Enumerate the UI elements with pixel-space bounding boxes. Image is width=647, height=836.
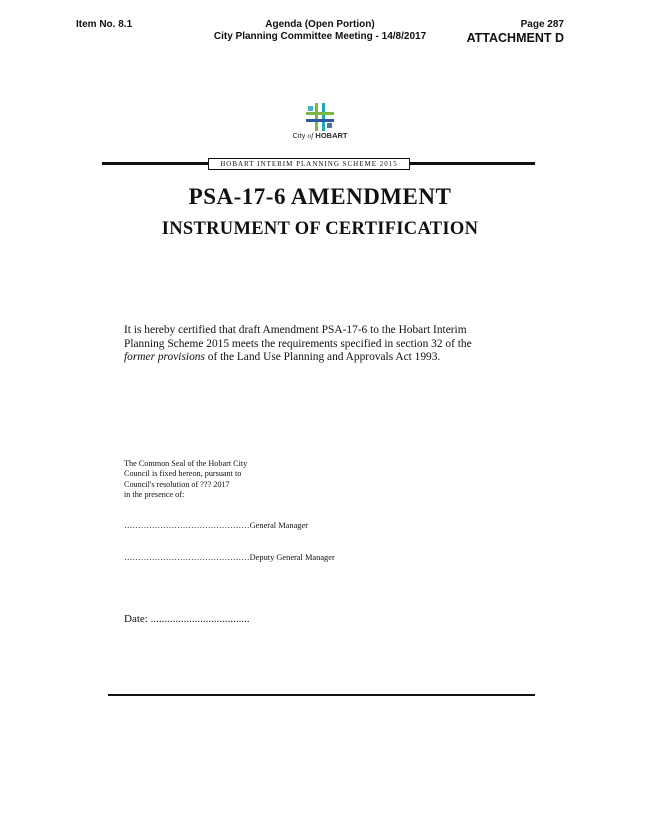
agenda-header	[170, 19, 470, 43]
signature-dots: ………………………………………	[124, 521, 250, 530]
cert-text-after: of the Land Use Planning and Approvals Act 1993.	[204, 351, 441, 363]
scheme-banner: HOBART INTERIM PLANNING SCHEME 2015	[208, 158, 410, 170]
logo-wordmark	[270, 131, 370, 140]
document-subtitle: INSTRUMENT OF CERTIFICATION	[161, 219, 479, 239]
date-label: Date:	[124, 613, 148, 625]
date-line	[124, 613, 250, 625]
item-number: Item No. 8.1	[76, 19, 133, 30]
banner-rule-left	[102, 162, 208, 165]
agenda-title: Agenda (Open Portion)	[265, 19, 375, 30]
page-number: Page 287	[520, 19, 564, 30]
signature-general-manager	[124, 521, 308, 530]
seal-line-3: Council's resolution of ??? 2017	[124, 479, 230, 489]
common-seal-text	[124, 459, 274, 500]
deputy-general-manager-label: Deputy General Manager	[249, 553, 335, 562]
signature-deputy-general-manager	[124, 553, 335, 562]
seal-line-4: in the presence of:	[124, 489, 185, 499]
logo-of: of	[307, 131, 314, 140]
logo-hobart: HOBART	[315, 131, 348, 140]
general-manager-label: General Manager	[249, 521, 308, 530]
date-dots: ....................................	[150, 613, 250, 625]
certification-text	[124, 324, 484, 365]
meeting-title: City Planning Committee Meeting - 14/8/2017	[213, 31, 427, 42]
document-title: PSA-17-6 AMENDMENT	[188, 184, 452, 209]
page-header	[467, 19, 564, 45]
seal-line-2: Council is fixed hereon, pursuant to	[124, 469, 242, 479]
cert-emphasis: former provisions	[124, 351, 205, 363]
signature-dots: ………………………………………	[124, 553, 250, 562]
bottom-rule	[108, 694, 535, 696]
attachment-label: ATTACHMENT D	[466, 31, 564, 45]
cert-text-before: It is hereby certified that draft Amendment PSA-17-6 to the Hobart Interim Planning Scheme 2015 meets the requirements specified in section 32 of the	[124, 324, 472, 350]
seal-line-1: The Common Seal of the Hobart City	[124, 459, 248, 468]
banner-rule-right	[410, 162, 535, 165]
city-of-hobart-logo-icon	[306, 103, 334, 131]
logo-city: City	[292, 131, 306, 140]
